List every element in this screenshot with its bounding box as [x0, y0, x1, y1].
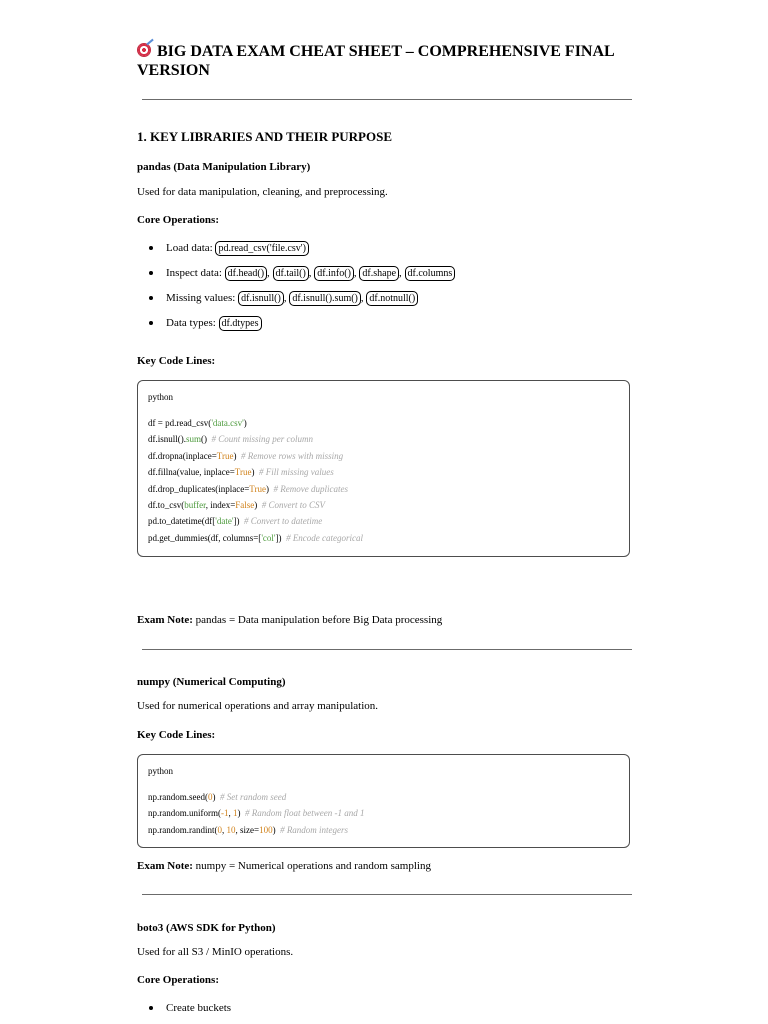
inline-code: df.shape [359, 266, 399, 281]
numpy-key-code-label: Key Code Lines: [137, 729, 216, 741]
code-language-label: python [148, 766, 174, 776]
inline-code: df.isnull() [238, 291, 284, 306]
code-block [137, 380, 630, 557]
code-line: pd.get_dummies(df, columns=['col']) # Encode categorical [148, 532, 364, 543]
inline-code: df.info() [314, 266, 354, 281]
boto3-core-ops-label: Core Operations: [137, 974, 219, 986]
pandas-heading: pandas (Data Manipulation Library) [137, 161, 311, 173]
code-line: df.dropna(inplace=True) # Remove rows with missing [148, 450, 344, 461]
code-line: df.to_csv(buffer, index=False) # Convert to CSV [148, 499, 326, 510]
inline-code: df.notnull() [366, 291, 418, 306]
target-icon [137, 43, 151, 57]
section-heading: 1. KEY LIBRARIES AND THEIR PURPOSE [137, 129, 392, 144]
page-title: BIG DATA EXAM CHEAT SHEET – COMPREHENSIVE FINAL VERSION [137, 43, 614, 79]
code-language-label: python [148, 392, 174, 402]
code-line: df = pd.read_csv('data.csv') [148, 418, 247, 428]
inline-code: df.isnull().sum() [289, 291, 361, 306]
code-line: df.isnull().sum() # Count missing per column [148, 434, 314, 445]
bullet-dot [149, 271, 153, 275]
pandas-key-code-label: Key Code Lines: [137, 355, 216, 367]
inline-code: df.tail() [273, 266, 309, 281]
numpy-heading: numpy (Numerical Computing) [137, 676, 286, 688]
code-line: np.random.randint(0, 10, size=100) # Random integers [148, 824, 349, 835]
code-block [137, 754, 630, 848]
divider [142, 894, 632, 895]
code-line: np.random.seed(0) # Set random seed [148, 792, 287, 802]
pandas-exam-note: Exam Note: pandas = Data manipulation before Big Data processing [137, 614, 443, 626]
code-line: df.drop_duplicates(inplace=True) # Remove duplicates [148, 483, 348, 494]
numpy-exam-note: Exam Note: numpy = Numerical operations and random sampling [137, 860, 431, 872]
boto3-description: Used for all S3 / MinIO operations. [137, 946, 294, 958]
pandas-description: Used for data manipulation, cleaning, and preprocessing. [137, 186, 388, 198]
code-lines [148, 415, 363, 546]
code-line: pd.to_datetime(df['date']) # Convert to datetime [148, 516, 323, 527]
divider [142, 99, 632, 100]
code-lines [148, 789, 364, 838]
divider [142, 649, 632, 650]
bullet-dot [149, 1006, 153, 1010]
bullet-dot [149, 296, 153, 300]
inline-code: df.head() [225, 266, 267, 281]
code-line: df.fillna(value, inplace=True) # Fill missing values [148, 467, 334, 478]
boto3-heading: boto3 (AWS SDK for Python) [137, 922, 276, 934]
numpy-description: Used for numerical operations and array manipulation. [137, 700, 379, 712]
inline-code: df.columns [405, 266, 456, 281]
bullet-dot [149, 246, 153, 250]
code-line: np.random.uniform(-1, 1) # Random float between -1 and 1 [148, 808, 365, 819]
inline-code: pd.read_csv('file.csv') [215, 241, 308, 256]
pandas-core-ops-label: Core Operations: [137, 214, 219, 226]
inline-code: df.dtypes [219, 316, 262, 331]
bullet-dot [149, 321, 153, 325]
